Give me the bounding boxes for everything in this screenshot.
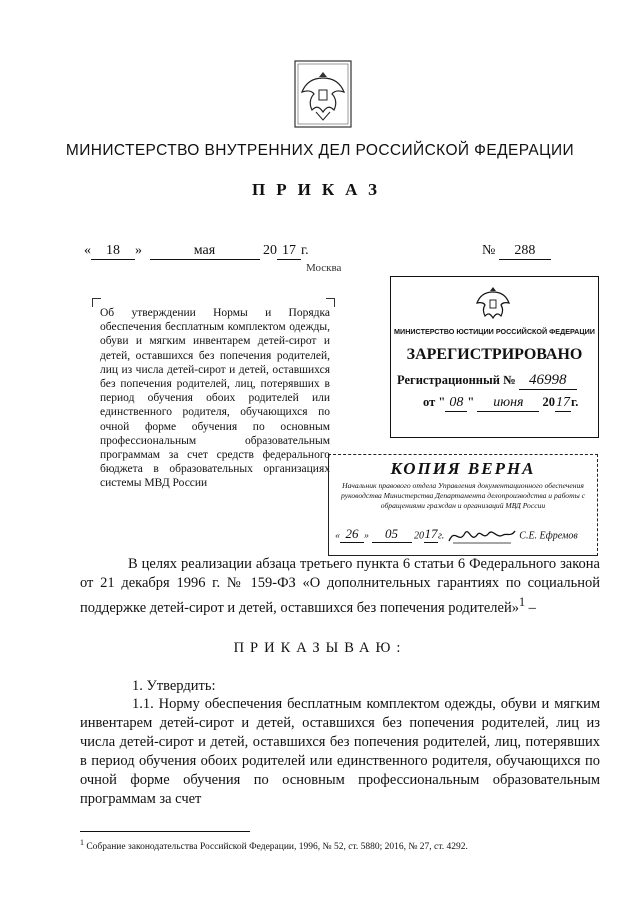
coat-of-arms-icon [294,60,352,128]
order-day: 18 [91,243,135,260]
item-1: 1. Утвердить: [132,678,216,694]
order-month: мая [150,243,260,260]
registration-stamp [390,276,599,438]
reg-ministry: МИНИСТЕРСТВО ЮСТИЦИИ РОССИЙСКОЙ ФЕДЕРАЦИИ [394,327,595,336]
order-number-label: № [482,243,496,258]
reg-number-label: Регистрационный № [397,373,516,387]
footnote-number: 1 [80,838,84,847]
reg-date-line: от " 08 " июня 2017г. [423,395,579,410]
reg-day: 08 [445,395,467,412]
reg-month: июня [477,395,539,412]
order-city: Москва [306,262,342,274]
copy-stamp-sign-line: « 26 » 05 2017г. С.Е. Ефремов [335,525,591,547]
copy-day: 26 [340,526,364,543]
copy-signer: С.Е. Ефремов [519,530,578,542]
copy-stamp-title: КОПИЯ ВЕРНА [390,459,536,478]
item-1-1: 1.1. Норму обеспечения бесплатным комплектом одежды, обуви и мягким инвентарем детей-сирот и детей, оставшихся без попечения родителей, лиц из числа детей-сирот и детей, оставшихся без попечения родителей, лиц, потерявших в период обучения обоих родителей или единственного родителя, обучающихся по очной форме обучения по основным профессиональным образовательным программам за счет [80,696,600,807]
ministry-name: МИНИСТЕРСТВО ВНУТРЕННИХ ДЕЛ РОССИЙСКОЙ ФЕДЕРАЦИИ [65,142,575,159]
reg-status: ЗАРЕГИСТРИРОВАНО [406,346,583,363]
footnote-ref: 1 [518,595,526,609]
footnote-text: Собрание законодательства Российской Федерации, 1996, № 52, ст. 5880; 2016, № 27, ст. 4292. [86,842,468,853]
copy-month: 05 [372,526,412,543]
copy-stamp-text: Начальник правового отдела Управления документационного обеспечения руководства Министерства Департамента делопроизводства и работы с обращениями граждан и организаций МВД России [341,481,585,510]
copy-verified-stamp [328,454,598,556]
reg-year: 17 [556,395,571,410]
footnote-divider [80,831,250,832]
order-year-prefix: 20 [263,243,277,258]
intro-tail: – [525,599,536,616]
command-heading: ПРИКАЗЫВАЮ: [233,640,407,656]
intro-paragraph [80,555,600,618]
copy-year-unit: г. [438,530,445,542]
order-title: Об утверждении Нормы и Порядка обеспечения бесплатным комплектом одежды, обуви и мягким инвентарем детей-сирот и детей, оставшихся без попечения родителей, лиц из числа детей-сирот и детей, оставшихся без попечения родителей, лиц, потерявших в период обучения обоих родителей или единственного родителя, обучающихся по очной форме обучения по основным профессиональным образовательным программам за счет средств федерального бюджета в образовательных организациях системы МВД России [100,307,330,490]
reg-year-prefix: 20 [542,395,556,409]
copy-year-prefix: 20 [414,530,424,542]
signature-icon [447,525,517,547]
reg-year-unit: г. [571,395,579,409]
copy-year: 17 [424,526,438,542]
order-number [482,243,551,260]
order-year: 17 [277,243,301,260]
reg-number-value: 46998 [519,372,577,390]
footnote [80,838,468,852]
eagle-icon [473,283,513,325]
reg-date-label: от [423,395,436,409]
order-number-value: 288 [499,243,551,260]
order-year-unit: г. [301,243,309,258]
order-date: « 18 » мая 20 17 г. [84,243,309,258]
intro-text: В целях реализации абзаца третьего пункта 6 статьи 6 Федерального закона от 21 декабря 1996 г. № 159-ФЗ «О дополнительных гарантиях по социальной поддержке детей-сирот и детей, оставшихся без попечения родителей» [80,556,600,616]
doc-type-heading: ПРИКАЗ [252,180,388,199]
reg-number-line [397,372,577,390]
